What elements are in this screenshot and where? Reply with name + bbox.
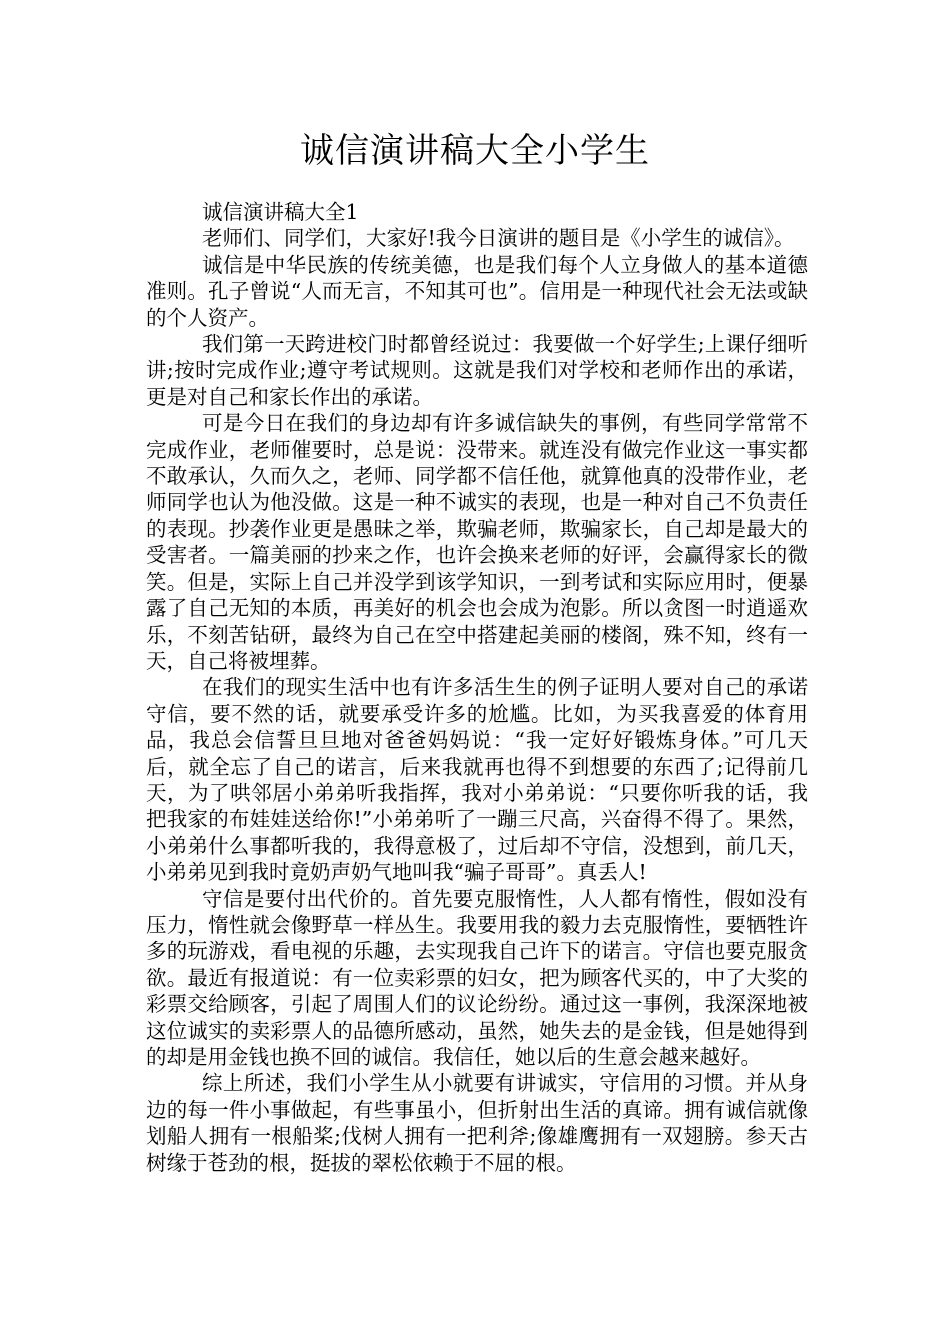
- paragraph-promise: 我们第一天跨进校门时都曾经说过：我要做一个好学生;上课仔细听讲;按时完成作业;遵守考试规则。这就是我们对学校和老师作出的承诺，更是对自己和家长作出的承诺。: [146, 332, 808, 409]
- document-body: [146, 199, 808, 1176]
- paragraph-virtue: 诚信是中华民族的传统美德，也是我们每个人立身做人的基本道德准则。孔子曾说“人而无言，不知其可也”。信用是一种现代社会无法或缺的个人资产。: [146, 252, 808, 330]
- paragraph-cost: 守信是要付出代价的。首先要克服惰性，人人都有惰性，假如没有压力，惰性就会像野草一样丛生。我要用我的毅力去克服惰性，要牺牲许多的玩游戏，看电视的乐趣，去实现我自己许下的诺言。守信也要克服贪欲。最近有报道说：有一位卖彩票的妇女，把为顾客代买的，中了大奖的彩票交给顾客，引起了周围人们的议论纷纷。通过这一事例，我深深地被这位诚实的卖彩票人的品德所感动，虽然，她失去的是金钱，但是她得到的却是用金钱也换不回的诚信。我信任，她以后的生意会越来越好。: [146, 886, 808, 1069]
- page-title: 诚信演讲稿大全小学生: [300, 131, 650, 171]
- paragraph-conclusion: 综上所述，我们小学生从小就要有讲诚实，守信用的习惯。并从身边的每一件小事做起，有些事虽小，但折射出生活的真谛。拥有诚信就像划船人拥有一根船桨;伐树人拥有一把利斧;像雄鹰拥有一双翅膀。参天古树缘于苍劲的根，挺拔的翠松依赖于不屈的根。: [146, 1071, 808, 1175]
- paragraph-examples: 在我们的现实生活中也有许多活生生的例子证明人要对自己的承诺守信，要不然的话，就要承受许多的尬尴。比如，为买我喜爱的体育用品，我总会信誓旦旦地对爸爸妈妈说：“我一定好好锻炼身体。”可几天后，就全忘了自己的诺言，后来我就再也得不到想要的东西了;记得前几天，为了哄邻居小弟弟听我指挥，我对小弟弟说：“只要你听我的话，我把我家的布娃娃送给你!”小弟弟听了一蹦三尺高，兴奋得不得了。果然，小弟弟什么事都听我的，我得意极了，过后却不守信，没想到，前几天，小弟弟见到我时竟奶声奶气地叫我“骗子哥哥”。真丢人!: [146, 675, 808, 885]
- paragraph-dishonesty: 可是今日在我们的身边却有许多诚信缺失的事例，有些同学常常不完成作业，老师催要时，总是说：没带来。就连没有做完作业这一事实都不敢承认，久而久之，老师、同学都不信任他，就算他真的没带作业，老师同学也认为他没做。这是一种不诚实的表现，也是一种对自己不负责任的表现。抄袭作业更是愚昧之举，欺骗老师，欺骗家长，自己却是最大的受害者。一篇美丽的抄来之作，也许会换来老师的好评，会赢得家长的微笑。但是，实际上自己并没学到该学知识，一到考试和实际应用时，便暴露了自己无知的本质，再美好的机会也会成为泡影。所以贪图一时逍遥欢乐，不刻苦钻研，最终为自己在空中搭建起美丽的楼阁，殊不知，终有一天，自己将被埋葬。: [146, 411, 808, 673]
- paragraph-greeting: 老师们、同学们，大家好!我今日演讲的题目是《小学生的诚信》。: [202, 226, 795, 251]
- section-subtitle: 诚信演讲稿大全1: [202, 200, 359, 224]
